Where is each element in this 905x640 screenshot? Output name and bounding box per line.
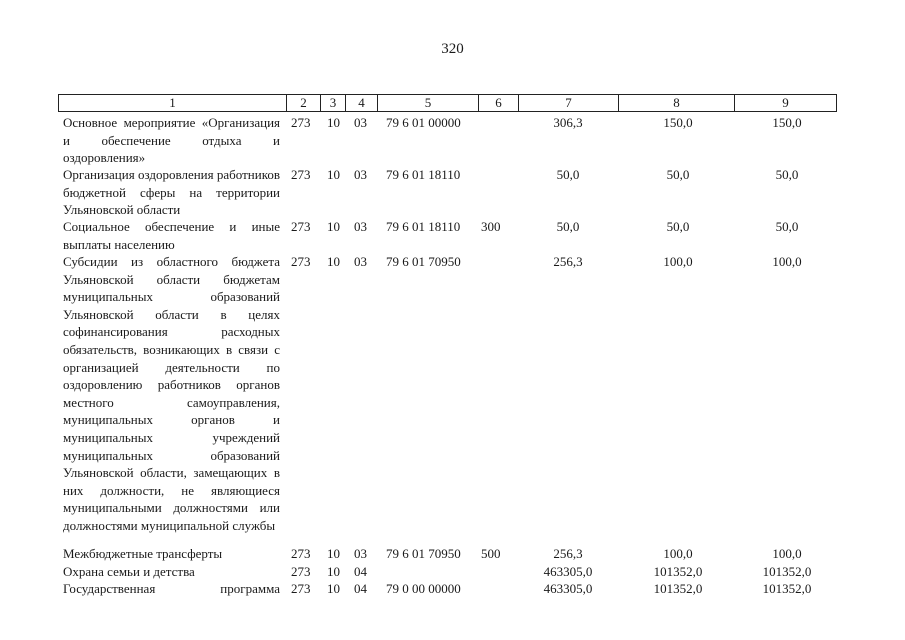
row-col-7: 50,0 bbox=[556, 219, 580, 234]
row-col-5: 79 6 01 18110 bbox=[386, 167, 461, 182]
row-col-9: 50,0 bbox=[775, 167, 799, 182]
row-col-3: 10 bbox=[327, 564, 340, 579]
header-col-5: 5 bbox=[378, 95, 479, 111]
header-col-6: 6 bbox=[479, 95, 519, 111]
row-col-3: 10 bbox=[327, 219, 340, 234]
row-col-4: 03 bbox=[354, 167, 367, 182]
header-col-4: 4 bbox=[346, 95, 378, 111]
row-col-3: 10 bbox=[327, 167, 340, 182]
table-header bbox=[58, 94, 837, 112]
row-col-7: 306,3 bbox=[553, 115, 583, 130]
row-col-8: 100,0 bbox=[663, 254, 693, 269]
row-col-9: 100,0 bbox=[772, 546, 802, 561]
row-col-5: 79 0 00 00000 bbox=[386, 581, 461, 596]
row-col-4: 03 bbox=[354, 254, 367, 269]
row-col-3: 10 bbox=[327, 115, 340, 130]
row-col-9: 100,0 bbox=[772, 254, 802, 269]
row-col-5: 79 6 01 18110 bbox=[386, 219, 461, 234]
row-col-9: 101352,0 bbox=[762, 581, 812, 596]
header-col-9: 9 bbox=[782, 95, 789, 110]
row-col-5: 79 6 01 00000 bbox=[386, 115, 461, 130]
row-name: Организация оздоровления работников бюджетной сферы на территории Ульяновской области bbox=[63, 167, 280, 218]
row-col-8: 50,0 bbox=[666, 219, 690, 234]
header-col-7: 7 bbox=[519, 95, 619, 111]
row-col-2: 273 bbox=[291, 167, 311, 182]
row-name: Межбюджетные трансферты bbox=[63, 546, 223, 561]
row-col-2: 273 bbox=[291, 564, 311, 579]
row-col-7: 463305,0 bbox=[543, 564, 593, 579]
row-col-2: 273 bbox=[291, 581, 311, 596]
row-name: Государственная программа bbox=[63, 581, 280, 596]
row-col-8: 101352,0 bbox=[653, 564, 703, 579]
row-col-8: 50,0 bbox=[666, 167, 690, 182]
row-col-2: 273 bbox=[291, 546, 311, 561]
row-col-3: 10 bbox=[327, 581, 340, 596]
row-col-4: 03 bbox=[354, 115, 367, 130]
header-col-8: 8 bbox=[619, 95, 735, 111]
header-col-2: 2 bbox=[287, 95, 321, 111]
row-name: Охрана семьи и детства bbox=[63, 564, 195, 579]
row-col-2: 273 bbox=[291, 115, 311, 130]
row-col-7: 463305,0 bbox=[543, 581, 593, 596]
row-col-8: 100,0 bbox=[663, 546, 693, 561]
row-col-8: 101352,0 bbox=[653, 581, 703, 596]
row-name: Основное мероприятие «Организация и обеспечение отдыха и оздоровления» bbox=[63, 115, 280, 166]
row-col-9: 101352,0 bbox=[762, 564, 812, 579]
row-col-6: 300 bbox=[481, 219, 501, 234]
row-col-2: 273 bbox=[291, 254, 311, 269]
row-col-4: 04 bbox=[354, 564, 367, 579]
row-col-4: 04 bbox=[354, 581, 367, 596]
row-col-3: 10 bbox=[327, 546, 340, 561]
page-number: 320 bbox=[441, 41, 464, 57]
row-col-3: 10 bbox=[327, 254, 340, 269]
row-name: Социальное обеспечение и иные выплаты населению bbox=[63, 219, 280, 252]
header-col-1: 1 bbox=[59, 95, 287, 111]
row-name: Субсидии из областного бюджета Ульяновской области бюджетам муниципальных образований Ульяновской области в целях софинансирования расходных обязательств, возникающих в связи с организацией деятельности по оздоровлению работников органов местного самоуправления, муниципальных органов и муниципальных учреждений муниципальных образований Ульяновской области, замещающих в них должности, не являющиеся муниципальными должностями или должностями муниципальной службы bbox=[63, 254, 280, 533]
row-col-7: 256,3 bbox=[553, 546, 583, 561]
row-col-2: 273 bbox=[291, 219, 311, 234]
row-col-9: 50,0 bbox=[775, 219, 799, 234]
row-col-5: 79 6 01 70950 bbox=[386, 254, 461, 269]
row-col-8: 150,0 bbox=[663, 115, 693, 130]
row-col-7: 50,0 bbox=[556, 167, 580, 182]
header-col-3: 3 bbox=[321, 95, 346, 111]
row-col-9: 150,0 bbox=[772, 115, 802, 130]
row-col-5: 79 6 01 70950 bbox=[386, 546, 461, 561]
row-col-4: 03 bbox=[354, 546, 367, 561]
row-col-4: 03 bbox=[354, 219, 367, 234]
row-col-7: 256,3 bbox=[553, 254, 583, 269]
row-col-6: 500 bbox=[481, 546, 501, 561]
